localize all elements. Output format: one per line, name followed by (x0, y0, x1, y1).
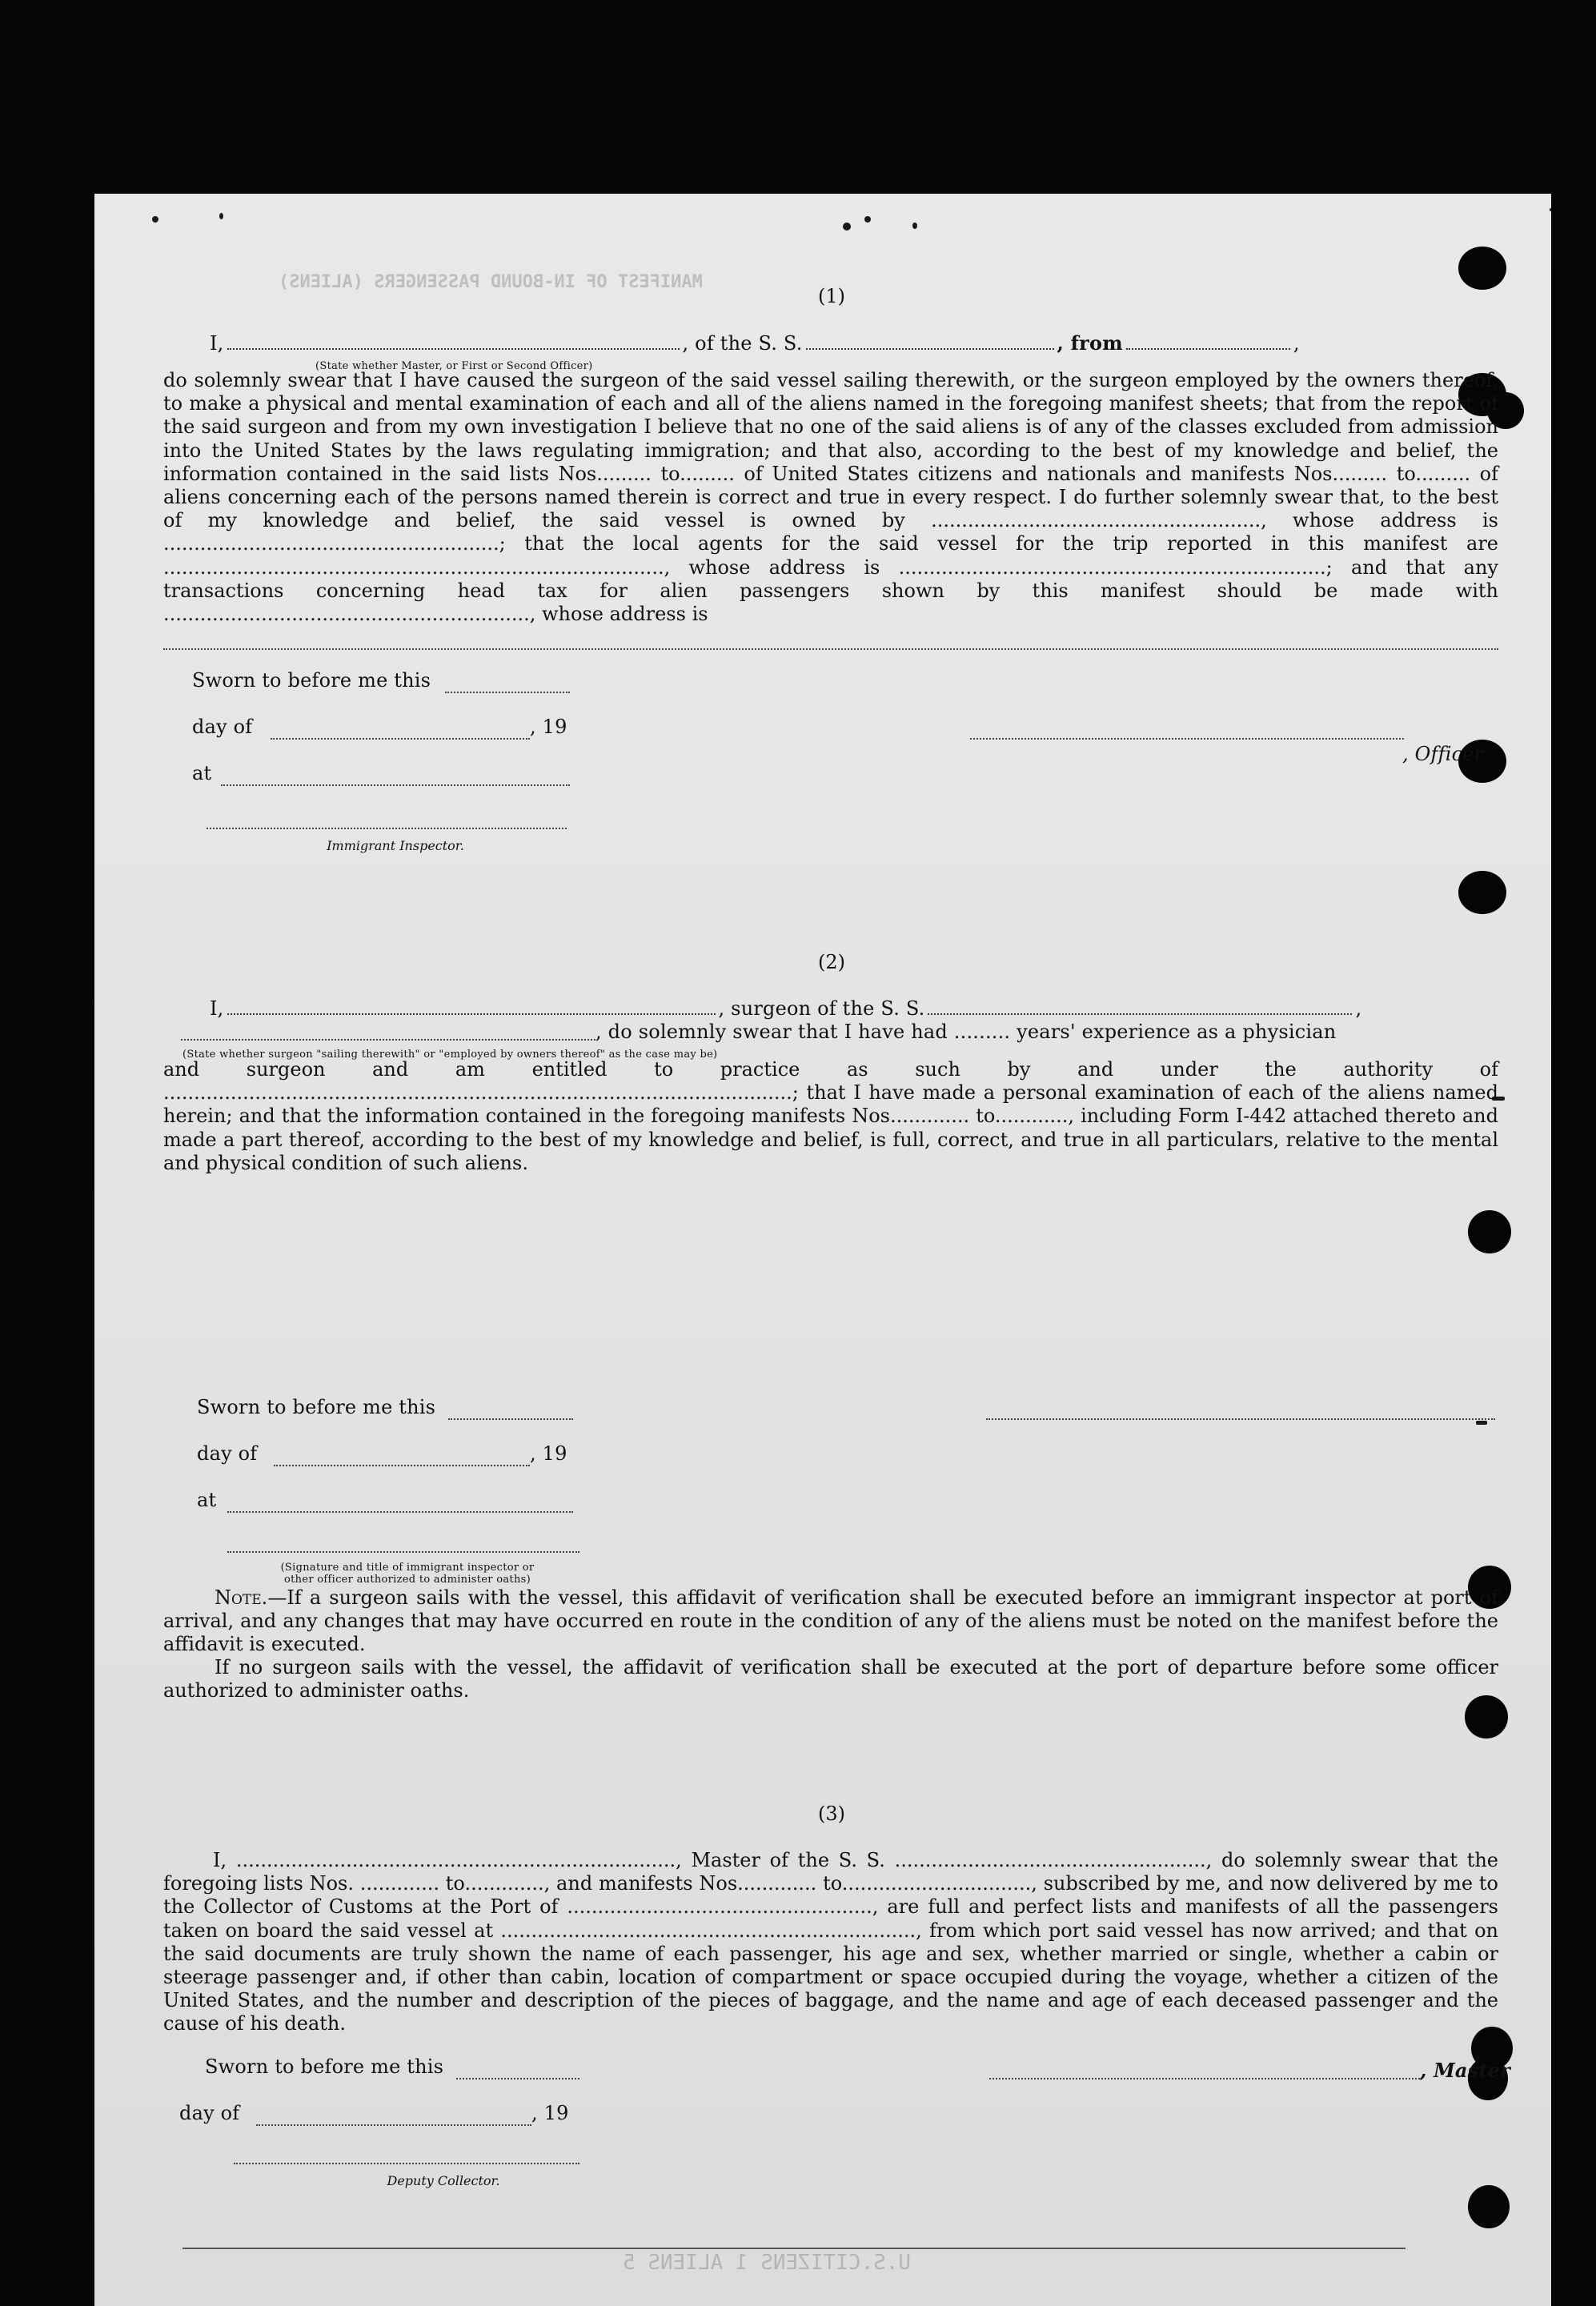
officer-signature-field[interactable] (970, 738, 1404, 740)
section-number: (3) (818, 1803, 845, 1825)
ink-speck (1476, 1421, 1487, 1425)
punch-hole (1458, 247, 1506, 290)
year-label: , 19 (530, 1442, 567, 1465)
surgeon-status-field[interactable] (181, 1039, 595, 1041)
punch-hole (1468, 2185, 1510, 2228)
surgeon-hint: (State whether surgeon "sailing therewith" or "employed by owners thereof" as the case may be) (182, 1049, 718, 1061)
surgeon-signature-field[interactable] (986, 1418, 1495, 1420)
note-paragraph-1 (163, 1586, 1498, 1656)
note-label: Note. (215, 1586, 268, 1609)
section-number: (2) (818, 951, 845, 973)
year-label: , 19 (531, 2102, 569, 2124)
bleed-through-header: MANIFEST OF IN-BOUND PASSENGERS (ALIENS) (279, 272, 703, 292)
sworn-day-field[interactable] (448, 1418, 573, 1420)
inspector-signature-field[interactable] (207, 828, 567, 829)
year-label: , 19 (530, 716, 567, 738)
collector-signature-field[interactable] (234, 2163, 579, 2164)
sworn-day-field[interactable] (445, 692, 570, 693)
sworn-label: Sworn to before me this (197, 1396, 436, 1418)
officer-label: , Officer (1402, 743, 1484, 765)
signature-hint-1: (Signature and title of immigrant inspector or (280, 1562, 535, 1574)
collector-label: Deputy Collector. (387, 2173, 500, 2188)
ink-speck (864, 216, 871, 223)
at-field[interactable] (221, 784, 570, 786)
at-field[interactable] (227, 1511, 573, 1513)
sworn-day-field[interactable] (456, 2078, 579, 2079)
line-end: , (1293, 332, 1300, 355)
master-line (210, 331, 1300, 355)
ink-speck (912, 223, 917, 229)
day-of-label: day of (192, 716, 253, 738)
month-field[interactable] (256, 2124, 531, 2126)
inspector-signature-field[interactable] (227, 1551, 579, 1553)
ink-speck (1550, 208, 1551, 211)
prefix: I, (210, 332, 224, 355)
from-text: , from (1057, 331, 1123, 355)
ink-speck (152, 216, 158, 223)
note-paragraph-2: If no surgeon sails with the vessel, the affidavit of verification shall be executed at the port of departure before some officer authorized to administer oaths. (163, 1656, 1498, 1702)
signature-hint-2: other officer authorized to administer oaths) (284, 1574, 531, 1586)
day-of-label: day of (179, 2102, 240, 2124)
at-label: at (192, 762, 212, 784)
month-field[interactable] (271, 738, 530, 740)
line-end: , (1355, 997, 1362, 1020)
inspector-label: Immigrant Inspector. (327, 838, 464, 853)
officer-name-field[interactable] (227, 347, 680, 350)
surgeon-name-field[interactable] (227, 1013, 716, 1015)
surgeon-paragraph: and surgeon and am entitled to practice as such by and under the authority of .......................................................................................................; that I have made a personal examination of each of the aliens named herein; and that the information contained in the foregoing manifests Nos............. to............, including Form I-442 attached thereto and made a part thereof, according to the best of my knowledge and belief, is full, correct, and true in all particulars, relative to the mental and physical condition of such aliens. (163, 1058, 1498, 1174)
of-ss-text: , of the S. S. (682, 332, 803, 355)
experience-text: , do solemnly swear that I have had ......... years' experience as a physician (595, 1021, 1337, 1043)
manifest-page (94, 194, 1551, 2306)
sworn-label: Sworn to before me this (205, 2055, 444, 2078)
address-field[interactable] (163, 648, 1498, 650)
master-paragraph: I, ........................................................................, Master of the S. S. ..................................................., do solemnly swear that the foregoing lists Nos. ............. to............., and manifests Nos............. to..............................., subscribed by me, and now delivered by me to the Collector of Customs at the Port of .................................................., are full and perfect lists and manifests of all the passengers taken on board the said vessel at ...................................................................., from which port said vessel has now arrived; and that on the said documents are truly shown the name of each passenger, his age and sex, whether married or single, whether a cabin or steerage passenger and, if other than cabin, location of compartment or space occupied during the voyage, whether a citizen of the United States, and the number and description of the pieces of baggage, and the name and age of each deceased passenger and the cause of his death. (163, 1849, 1498, 2035)
prefix: I, (210, 997, 224, 1020)
sworn-label: Sworn to before me this (192, 669, 431, 692)
punch-hole (1458, 871, 1506, 914)
master-label: , Master (1420, 2059, 1510, 2082)
at-label: at (197, 1489, 217, 1511)
section-number: (1) (818, 285, 845, 307)
bleed-through-footer: U.S.CITIZENS 1 ALIENS 5 (623, 2251, 912, 2275)
day-of-label: day of (197, 1442, 258, 1465)
vessel-name-field[interactable] (806, 347, 1054, 350)
vessel-name-field[interactable] (928, 1013, 1352, 1015)
bottom-rule (182, 2248, 1406, 2249)
ink-speck (843, 223, 851, 231)
oath-paragraph: do solemnly swear that I have caused the surgeon of the said vessel sailing therewith, or the surgeon employed by the owners thereof, to make a physical and mental examination of each and all of the aliens named in the foregoing manifest sheets; that from the report of the said surgeon and from my own investigation I believe that no one of the said aliens is of any of the classes excluded from admission into the United States by the laws regulating immigration; and that also, according to the best of my knowledge and belief, the information contained in the said lists Nos......... to......... of United States citizens and nationals and manifests Nos......... to......... of aliens concerning each of the persons named therein is correct and true in every respect. I do further solemnly swear that, to the best of my knowledge and belief, the said vessel is owned by ......................................................, whose address is .......................................................; that the local agents for the said vessel for the trip reported in this manifest are .................................................................................., whose address is ......................................................................; and that any transactions concerning head tax for alien passengers shown by this manifest should be made with ............................................................, whose address is (163, 369, 1498, 626)
surgeon-of-ss-text: , surgeon of the S. S. (718, 997, 925, 1020)
master-signature-field[interactable] (989, 2078, 1420, 2079)
punch-hole (1468, 1210, 1511, 1253)
note-text-1: —If a surgeon sails with the vessel, this affidavit of verification shall be executed before an immigrant inspector at port of arrival, and any changes that may have occurred en route in the condition of any of the aliens must be noted on the manifest before the affidavit is executed. (163, 1586, 1498, 1655)
officer-hint: (State whether Master, or First or Second Officer) (315, 360, 593, 372)
month-field[interactable] (274, 1465, 530, 1466)
surgeon-line (210, 997, 1361, 1021)
ink-speck (219, 213, 223, 219)
port-field[interactable] (1126, 347, 1290, 350)
